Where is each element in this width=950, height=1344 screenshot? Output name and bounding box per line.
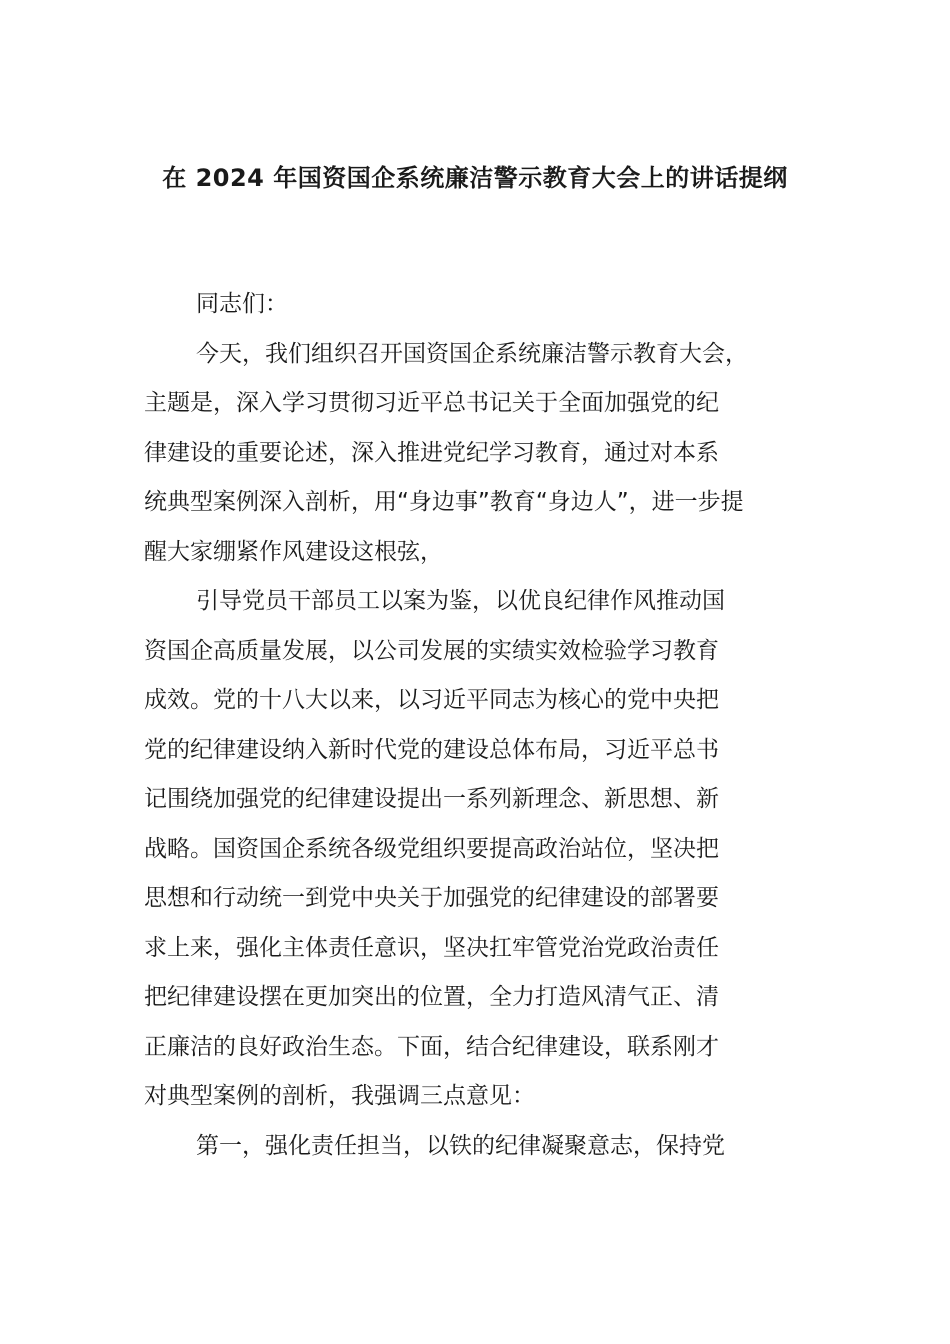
text-line: 同志们：: [196, 291, 288, 317]
text-line: 今天，我们组织召开国资国企系统廉洁警示教育大会，: [196, 340, 748, 367]
text-line: 记围绕加强党的纪律建设提出一系列新理念、新思想、新: [144, 786, 719, 812]
text-line: 主题是，深入学习贯彻习近平总书记关于全面加强党的纪: [144, 390, 719, 416]
text-line: 战略。国资国企系统各级党组织要提高政治站位，坚决把: [144, 835, 719, 862]
paragraph-salutation: [144, 280, 824, 330]
text-line: 醒大家绷紧作风建设这根弦，: [144, 538, 443, 565]
text-line: 律建设的重要论述，深入推进党纪学习教育，通过对本系: [144, 439, 719, 466]
paragraph-first-point: [144, 1122, 824, 1172]
document-body: [144, 280, 824, 1171]
text-line: 党的纪律建设纳入新时代党的建设总体布局，习近平总书: [144, 736, 719, 763]
text-line: 正廉洁的良好政治生态。下面，结合纪律建设，联系刚才: [144, 1033, 719, 1060]
text-line: 第一，强化责任担当，以铁的纪律凝聚意志，保持党: [196, 1132, 725, 1159]
text-line: 思想和行动统一到党中央关于加强党的纪律建设的部署要: [144, 885, 719, 911]
text-line: 统典型案例深入剖析，用“身边事”教育“身边人”，进一步提: [144, 489, 744, 515]
paragraph-guidance: [144, 577, 824, 1122]
text-line: 引导党员干部员工以案为鉴，以优良纪律作风推动国: [196, 588, 725, 614]
text-line: 成效。党的十八大以来，以习近平同志为核心的党中央把: [144, 687, 719, 713]
text-line: 对典型案例的剖析，我强调三点意见：: [144, 1083, 535, 1109]
text-line: 求上来，强化主体责任意识，坚决扛牢管党治党政治责任: [144, 934, 719, 961]
text-line: 资国企高质量发展，以公司发展的实绩实效检验学习教育: [144, 637, 719, 664]
text-line: 把纪律建设摆在更加突出的位置，全力打造风清气正、清: [144, 984, 719, 1010]
paragraph-intro: [144, 330, 824, 578]
document-title: 在 2024 年国资国企系统廉洁警示教育大会上的讲话提纲: [162, 164, 788, 192]
